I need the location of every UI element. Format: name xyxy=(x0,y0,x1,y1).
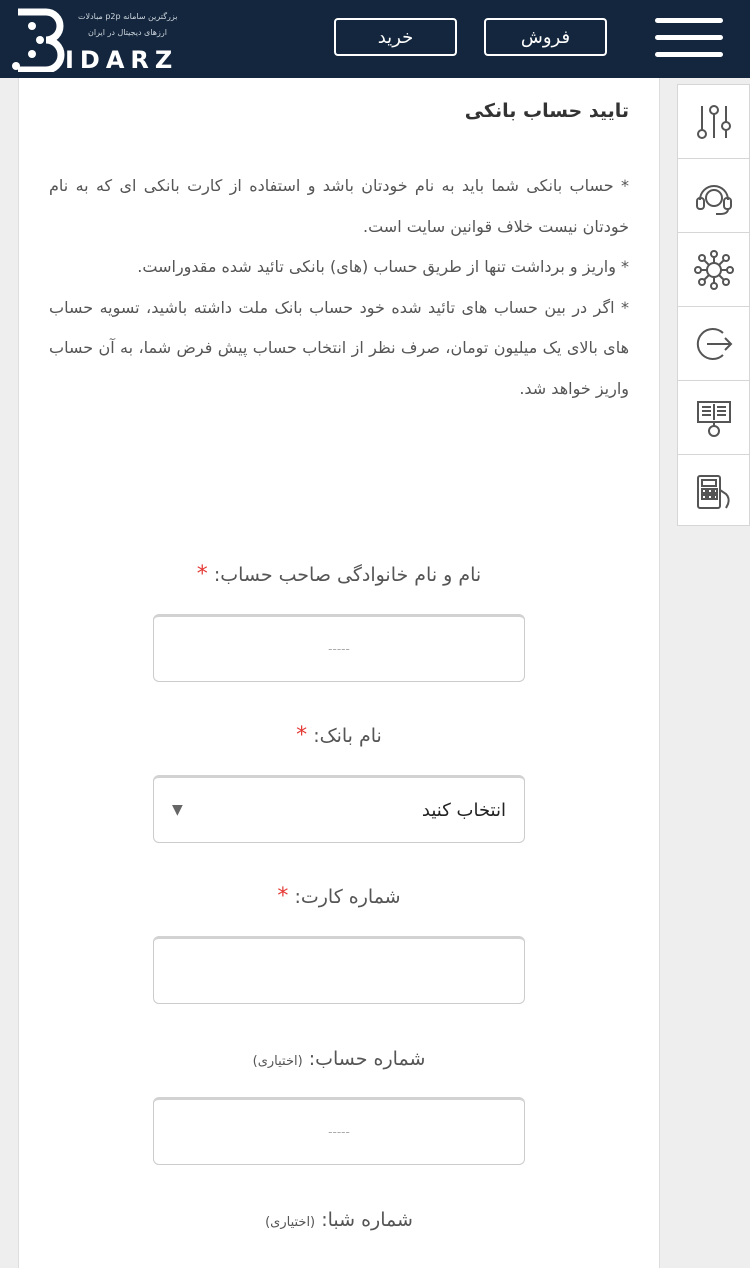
required-mark: * xyxy=(196,562,208,587)
rules-notes xyxy=(49,166,629,409)
page-title: تایید حساب بانکی xyxy=(464,100,629,122)
owner-name-placeholder: ----- xyxy=(328,642,350,656)
logo-wordmark: IDARZ xyxy=(65,46,179,74)
top-header xyxy=(0,0,750,78)
note-1: * حساب بانکی شما باید به نام خودتان باشد و استفاده از کارت بانکی ای که به نام خودتان نیست خلاف قوانین سایت است. xyxy=(49,176,629,236)
note-3: * اگر در بین حساب های تائید شده خود حساب بانک ملت داشته باشید، تسویه حساب های بالای یک میلیون تومان، صرف نظر از انتخاب حساب پیش فرض شما، به آن حساب واریز خواهد شد. xyxy=(49,297,629,398)
logo-tagline-1: بزرگترین سامانه p2p مبادلات xyxy=(78,12,178,21)
logo-tagline-2: ارزهای دیجیتال در ایران xyxy=(88,28,167,37)
required-mark: * xyxy=(296,723,308,748)
logout-icon[interactable] xyxy=(678,307,749,381)
online-learning-icon[interactable] xyxy=(678,381,749,455)
optional-tag: (اختیاری) xyxy=(265,1215,316,1230)
hamburger-menu-icon[interactable] xyxy=(655,18,723,58)
calculator-hand-icon[interactable] xyxy=(678,455,749,528)
network-hub-icon[interactable] xyxy=(678,233,749,307)
bank-name-select[interactable] xyxy=(153,775,525,843)
bank-name-value: انتخاب کنید xyxy=(421,799,506,821)
bidarz-logo[interactable] xyxy=(10,6,185,74)
account-number-placeholder: ----- xyxy=(328,1125,350,1139)
bank-name-label: نام بانک: * xyxy=(296,723,382,748)
note-2: * واریز و برداشت تنها از طریق حساب (های) بانکی تائید شده مقدوراست. xyxy=(137,257,629,276)
account-number-input[interactable] xyxy=(153,1097,525,1165)
owner-name-input[interactable] xyxy=(153,614,525,682)
optional-tag: (اختیاری) xyxy=(252,1054,303,1069)
side-toolbar xyxy=(677,84,750,526)
headset-support-icon[interactable] xyxy=(678,159,749,233)
sheba-number-label: شماره شبا: (اختیاری) xyxy=(265,1209,413,1231)
account-number-label: شماره حساب: (اختیاری) xyxy=(252,1048,426,1070)
dropdown-caret-icon: ▼ xyxy=(172,802,183,818)
buy-button[interactable]: خرید xyxy=(334,18,457,56)
sell-button[interactable]: فروش xyxy=(484,18,607,56)
owner-name-label: نام و نام خانوادگی صاحب حساب: * xyxy=(196,562,482,587)
card-number-input[interactable] xyxy=(153,936,525,1004)
bank-verification-card xyxy=(18,78,660,1268)
sliders-settings-icon[interactable] xyxy=(678,85,749,159)
logo-b-icon xyxy=(10,6,70,72)
required-mark: * xyxy=(277,884,289,909)
card-number-label: شماره کارت: * xyxy=(277,884,401,909)
